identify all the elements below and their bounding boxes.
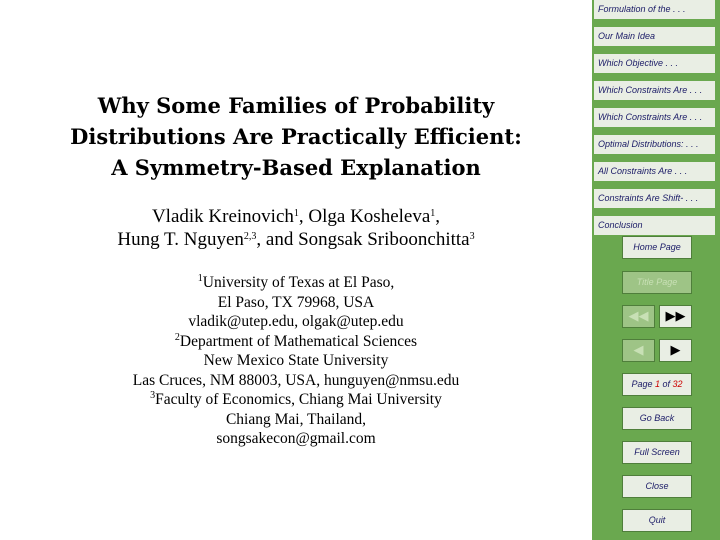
affiliation-marker: 1	[293, 208, 299, 219]
nav-item-which-constraints-1[interactable]: Which Constraints Are . . .	[594, 81, 715, 100]
author-name: Vladik Kreinovich	[151, 206, 294, 227]
affiliation-line	[0, 429, 592, 449]
author-name: , Olga Kosheleva	[298, 206, 431, 227]
author-name: , and Songsak Sriboonchitta	[256, 229, 470, 250]
affiliation-marker: 2,3	[243, 231, 257, 242]
nav-item-all-constraints[interactable]: All Constraints Are . . .	[594, 162, 715, 181]
affiliations	[0, 273, 592, 449]
total-pages-number: 32	[672, 379, 683, 389]
full-screen-button[interactable]: Full Screen	[622, 441, 692, 464]
affiliation-text: University of Texas at El Paso,	[202, 274, 395, 291]
email-text: vladik@utep.edu, olgak@utep.edu	[188, 313, 404, 330]
nav-item-formulation[interactable]: Formulation of the . . .	[594, 0, 715, 19]
page-indicator	[622, 373, 692, 396]
last-page-arrow-icon[interactable]: ▶▶	[659, 305, 692, 328]
title-page-button[interactable]: Title Page	[622, 271, 692, 294]
affiliation-text: New Mexico State University	[203, 352, 389, 369]
affiliation-line	[0, 351, 592, 371]
affiliation-text: Department of Mathematical Sciences	[179, 332, 418, 350]
page-of-label: of	[660, 379, 673, 389]
affiliation-marker: 2	[174, 331, 180, 343]
affiliation-line	[0, 293, 592, 313]
affiliation-marker: 1	[430, 208, 436, 219]
title-line: A Symmetry-Based Explanation	[111, 155, 481, 180]
nav-item-optimal-distributions[interactable]: Optimal Distributions: . . .	[594, 135, 715, 154]
home-page-button[interactable]: Home Page	[622, 236, 692, 259]
paper-title	[0, 90, 592, 183]
affiliation-text: Chiang Mai, Thailand,	[225, 410, 367, 428]
title-line: Why Some Families of Probability	[97, 93, 495, 118]
nav-item-conclusion[interactable]: Conclusion	[594, 216, 715, 235]
title-line: Distributions Are Practically Efficient:	[70, 124, 522, 149]
affiliation-marker: 1	[197, 273, 203, 284]
next-page-arrow-icon[interactable]: ▶	[659, 339, 692, 362]
affiliation-text: El Paso, TX 79968, USA	[217, 293, 375, 311]
affiliation-line	[0, 273, 592, 293]
go-back-button[interactable]: Go Back	[622, 407, 692, 430]
affiliation-line	[0, 390, 592, 410]
quit-button[interactable]: Quit	[622, 509, 692, 532]
prev-page-arrow-icon[interactable]: ◀	[622, 339, 655, 362]
affiliation-line	[0, 410, 592, 430]
navigation-sidebar	[592, 0, 720, 540]
page-label: Page	[631, 379, 655, 389]
close-button[interactable]: Close	[622, 475, 692, 498]
email-text: songsakecon@gmail.com	[216, 430, 376, 447]
affiliation-line	[0, 312, 592, 332]
author-line	[0, 228, 592, 251]
nav-item-main-idea[interactable]: Our Main Idea	[594, 27, 715, 46]
nav-item-which-constraints-2[interactable]: Which Constraints Are . . .	[594, 108, 715, 127]
affiliation-marker: 3	[150, 390, 156, 401]
affiliation-line	[0, 371, 592, 391]
nav-item-shift-constraints[interactable]: Constraints Are Shift- . . .	[594, 189, 715, 208]
affiliation-text: Faculty of Economics, Chiang Mai University	[155, 391, 442, 408]
author-separator: ,	[435, 206, 441, 227]
author-name: Hung T. Nguyen	[117, 229, 244, 250]
affiliation-line	[0, 332, 592, 352]
current-page-number: 1	[654, 379, 660, 389]
affiliation-marker: 3	[469, 231, 475, 242]
nav-item-which-objective[interactable]: Which Objective . . .	[594, 54, 715, 73]
first-page-arrow-icon[interactable]: ◀◀	[622, 305, 655, 328]
affiliation-text: Las Cruces, NM 88003, USA, hunguyen@nmsu.edu	[132, 371, 460, 389]
author-list	[0, 205, 592, 251]
author-line	[0, 205, 592, 228]
